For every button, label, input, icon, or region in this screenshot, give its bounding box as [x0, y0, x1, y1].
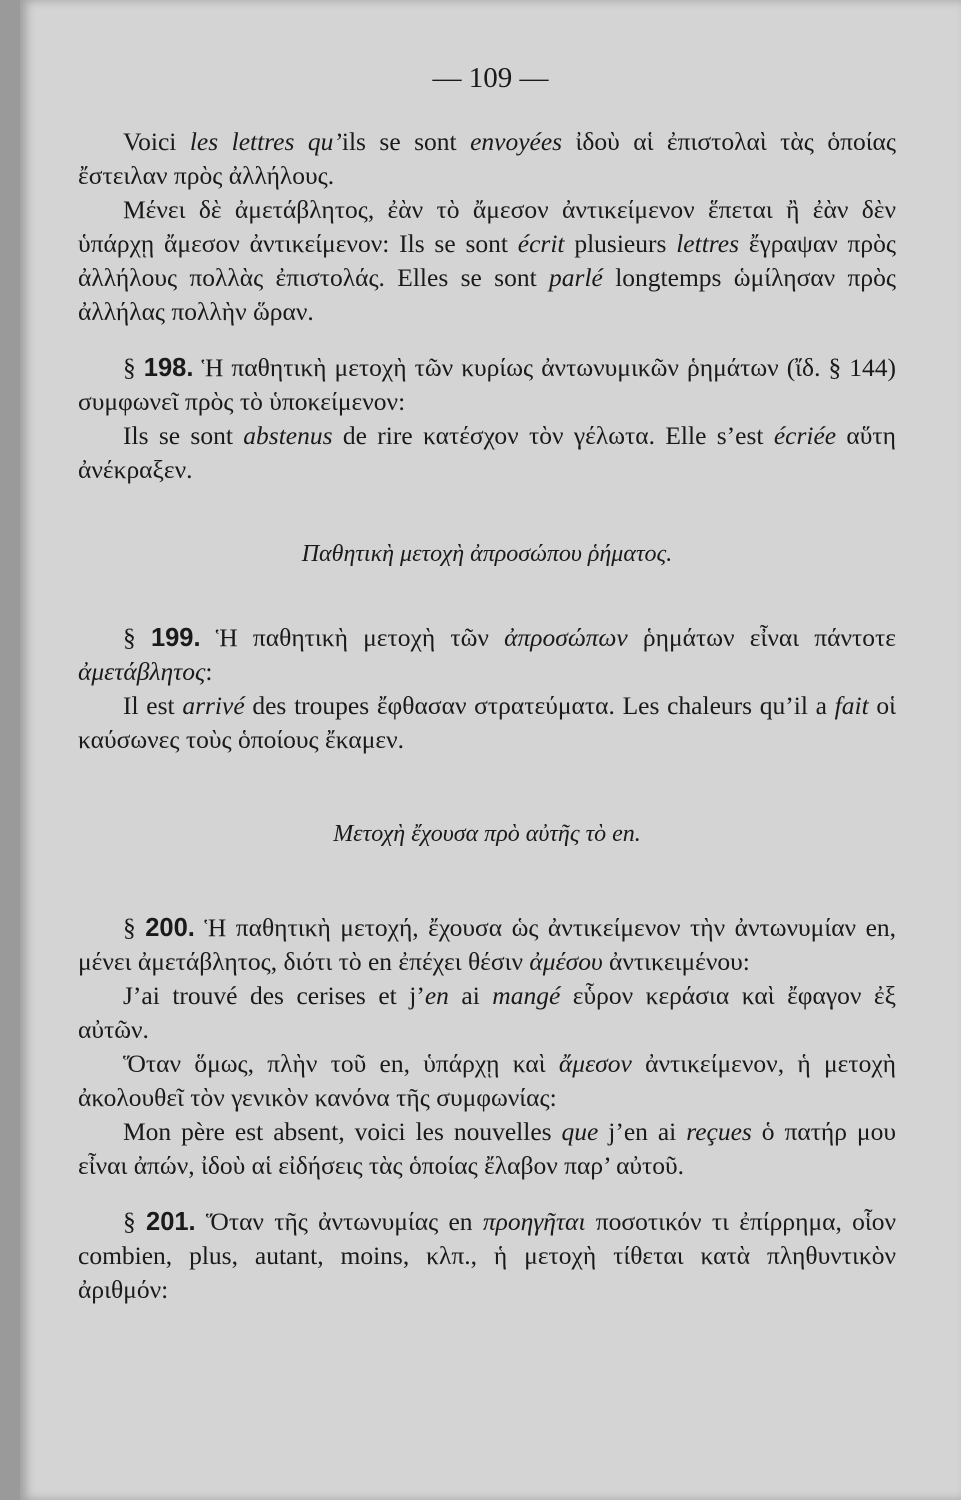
example-199: Il est arrivé des troupes ἔφθασαν στρατεύματα. Les chaleurs qu’il a fait οἱ καύσωνες τοὺς ὁποίους ἔκαμεν.	[78, 691, 896, 754]
book-page	[20, 0, 961, 1500]
example-198: Ils se sont abstenus de rire κατέσχον τὸν γέλωτα. Elle s’est écriée αὕτη ἀνέκραξεν.	[78, 421, 896, 484]
example-200: J’ai trouvé des cerises et j’en ai mangé εὗρον κεράσια καὶ ἔφαγον ἐξ αὐτῶν.	[78, 981, 896, 1044]
paragraph-menei: Μένει δὲ ἀμετάβλητος, ἐὰν τὸ ἄμεσον ἀντικείμενον ἕπεται ἢ ἐὰν δὲν ὑπάρχῃ ἄμεσον ἀντικείμενον: Ils se sont écrit plusieurs lettres ἔγραψαν πρὸς ἀλλήλους πολλὰς ἐπιστολάς. Elles se sont parlé longtemps ὡμίλησαν πρὸς ἀλλήλας πολλὴν ὥραν.	[78, 195, 897, 326]
heading-impersonal-participle: Παθητικὴ μετοχὴ ἀπροσώπου ῥήματος.	[301, 541, 673, 567]
page-body	[78, 125, 896, 1307]
example-mon-pere: Mon père est absent, voici les nouvelles que j’en ai reçues ὁ πατήρ μου εἶναι ἀπών, ἰδοὺ αἱ εἰδήσεις τὰς ὁποίας ἔλαβον παρ’ αὐτοῦ.	[78, 1117, 896, 1180]
section-198: § 198. Ἡ παθητικὴ μετοχὴ τῶν κυρίως ἀντωνυμικῶν ῥημάτων (ἴδ. § 144) συμφωνεῖ πρὸς τὸ ὑποκείμενον:	[78, 353, 897, 416]
page-number: — 109 —	[432, 62, 549, 94]
paragraph-otan: Ὅταν ὅμως, πλὴν τοῦ en, ὑπάρχῃ καὶ ἄμεσον ἀντικείμενον, ἡ μετοχὴ ἀκολουθεῖ τὸν γενικὸν κανόνα τῆς συμφωνίας:	[78, 1049, 896, 1112]
section-199: § 199. Ἡ παθητικὴ μετοχὴ τῶν ἀπροσώπων ῥημάτων εἶναι πάντοτε ἀμετάβλητος:	[78, 623, 896, 686]
section-200: § 200. Ἡ παθητικὴ μετοχή, ἔχουσα ὡς ἀντικείμενον τὴν ἀντωνυμίαν en, μένει ἀμετάβλητος, διότι τὸ en ἐπέχει θέσιν ἀμέσου ἀντικειμένου:	[78, 913, 897, 976]
paragraph-voici: Voici les lettres qu’ils se sont envoyées ἰδοὺ αἱ ἐπιστολαὶ τὰς ὁποίας ἔστειλαν πρὸς ἀλλήλους.	[78, 127, 897, 190]
heading-participle-with-en: Μετοχὴ ἔχουσα πρὸ αὐτῆς τὸ en.	[333, 821, 641, 847]
section-201: § 201. Ὅταν τῆς ἀντωνυμίας en προηγῆται ποσοτικόν τι ἐπίρρημα, οἷον combien, plus, autant, moins, κλπ., ἡ μετοχὴ τίθεται κατὰ πληθυντικὸν ἀριθμόν:	[78, 1207, 896, 1304]
